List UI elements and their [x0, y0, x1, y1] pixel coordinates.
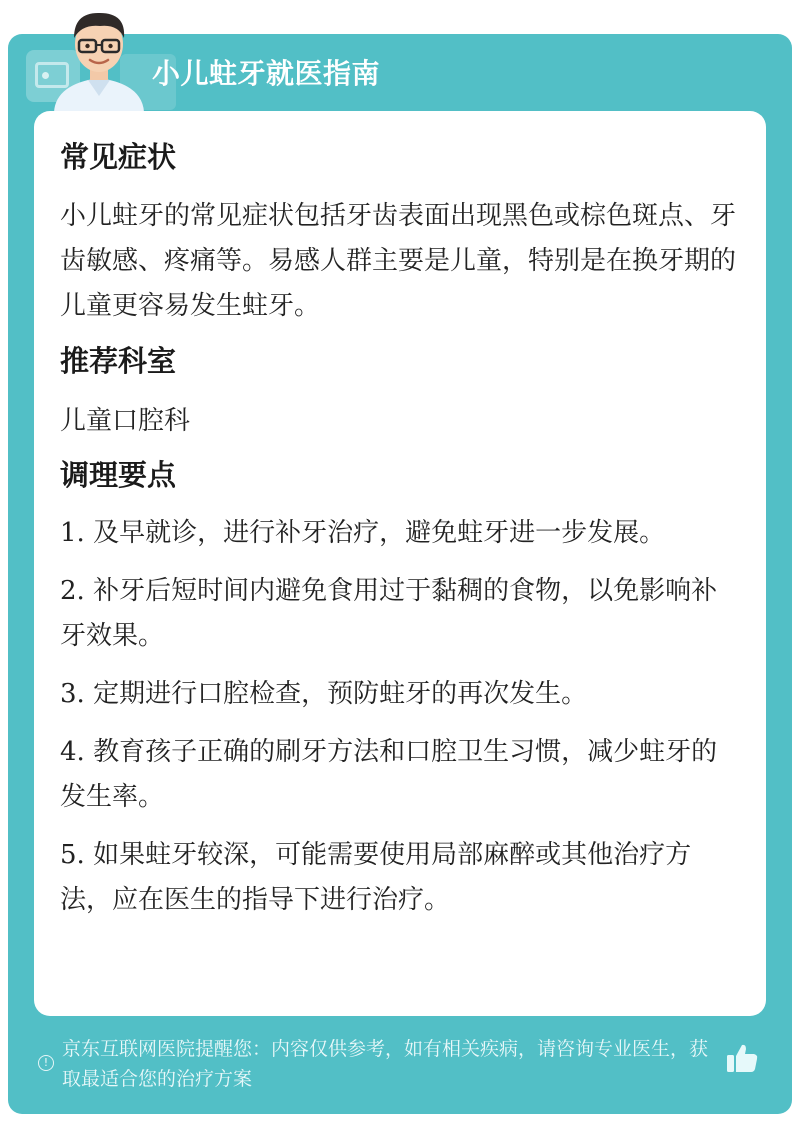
disclaimer-text: 京东互联网医院提醒您：内容仅供参考，如有相关疾病，请咨询专业医生，获取最适合您的治疗方案 — [62, 1038, 709, 1090]
doctor-avatar — [44, 4, 154, 112]
list-item-number: 5. — [60, 840, 85, 870]
list-item-text: 补牙后短时间内避免食用过于黏稠的食物，以免影响补牙效果。 — [60, 576, 718, 651]
care-heading: 调理要点 — [60, 458, 177, 492]
list-item — [60, 672, 740, 717]
care-list — [60, 511, 740, 923]
list-item-text: 教育孩子正确的刷牙方法和口腔卫生习惯，减少蛀牙的发生率。 — [60, 737, 718, 812]
list-item-number: 4. — [60, 737, 85, 767]
department-heading: 推荐科室 — [60, 344, 177, 378]
thumbs-up-icon[interactable] — [724, 1040, 760, 1076]
list-item — [60, 833, 740, 923]
list-item — [60, 730, 740, 820]
list-item-text: 及早就诊，进行补牙治疗，避免蛀牙进一步发展。 — [93, 518, 666, 548]
list-item — [60, 569, 740, 659]
list-item-number: 2. — [60, 576, 85, 606]
info-icon: ! — [38, 1055, 54, 1071]
list-item-text: 如果蛀牙较深，可能需要使用局部麻醉或其他治疗方法，应在医生的指导下进行治疗。 — [60, 840, 692, 915]
department-text: 儿童口腔科 — [60, 406, 191, 436]
list-item — [60, 511, 740, 556]
list-item-text: 定期进行口腔检查，预防蛀牙的再次发生。 — [93, 679, 588, 709]
page-title: 小儿蛀牙就医指南 — [152, 57, 381, 90]
content-card — [34, 111, 766, 1016]
symptoms-heading: 常见症状 — [60, 140, 177, 174]
list-item-number: 3. — [60, 679, 85, 709]
symptoms-text: 小儿蛀牙的常见症状包括牙齿表面出现黑色或棕色斑点、牙齿敏感、疼痛等。易感人群主要是儿童，特别是在换牙期的儿童更容易发生蛀牙。 — [60, 201, 737, 321]
list-item-number: 1. — [60, 518, 85, 548]
